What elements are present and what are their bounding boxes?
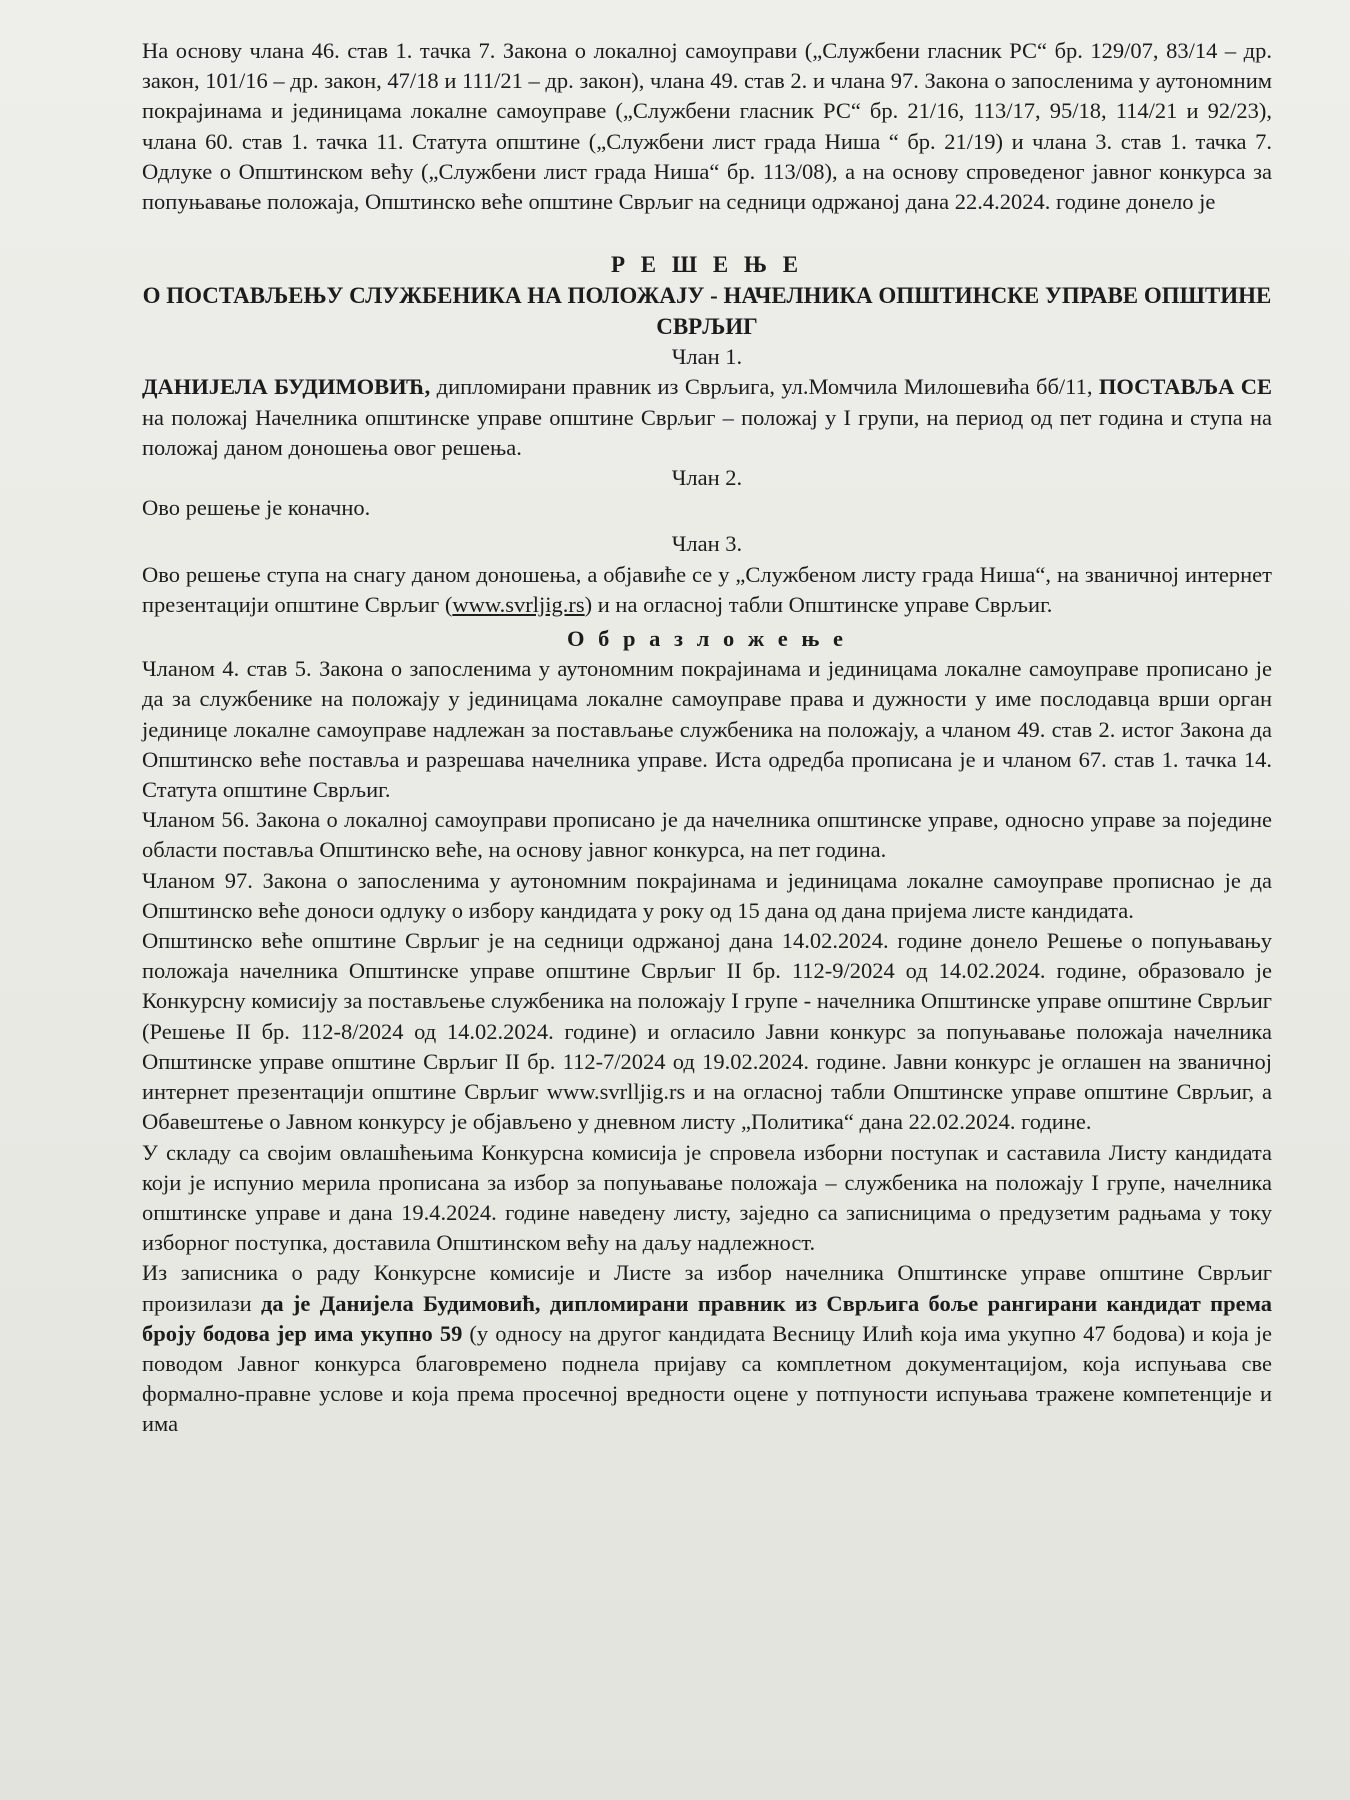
article-1-heading: Члан 1. <box>671 344 743 370</box>
decision-title-line1: Р Е Ш Е Њ Е <box>610 252 804 278</box>
reasoning-heading: О б р а з л о ж е њ е <box>567 626 847 652</box>
article-2-heading: Члан 2. <box>671 465 743 491</box>
reasoning-paragraph-2: Чланом 56. Закона о локалној самоуправи прописано је да начелника општинске управе, односно управе за поједине области поставља Општинско веће, на основу јавног конкурса, на пет година. <box>142 807 1272 863</box>
article-1-text-b: на положај Начелника општинске управе општине Сврљиг – положај у I групи, на период од пет година и ступа на положај даном доношења овог решења. <box>142 404 1272 460</box>
website-link[interactable]: www.svrljig.rs <box>452 591 585 617</box>
article-3-text <box>142 560 1272 620</box>
reasoning-p6-b: (у односу на другог кандидата Весницу Илић која има укупно 47 бодова) и која је поводом Јавног конкурса благовремено поднела пријаву са комплетном документацијом, која испуњава све формално-правне услове и која према просечној вредности оцене у потпуности испуњава тражене компетенције и има <box>142 1320 1272 1437</box>
article-3-text-a: Ово решење ступа на снагу даном доношења, а објавиће се у „Службеном листу града Ниша“, на званичној интернет презентацији општине Сврљиг ( <box>142 561 1272 617</box>
article-2-text: Ово решење је коначно. <box>142 495 371 521</box>
reasoning-paragraph-4: Општинско веће општине Сврљиг је на седници одржаној дана 14.02.2024. године донело Решење о попуњавању положаја начелника Општинске управе општине Сврљиг II бр. 112-9/2024 од 14.02.2024. године, образовало је Конкурсну комисију за постављење службеника на положају I групе - начелника Општинске управе општине Сврљиг (Решење II бр. 112-8/2024 од 14.02.2024. године) и огласило Јавни конкурс за попуњавање положаја начелника Општинске управе општине Сврљиг II бр. 112-7/2024 од 19.02.2024. године. Јавни конкурс је оглашен на званичној интернет презентацији општине Сврљиг www.svrlljig.rs и на огласној табли Општинске управе општине Сврљиг, а Обавештење о Јавном конкурсу је објављено у дневном листу „Политика“ дана 22.02.2024. године. <box>142 928 1272 1135</box>
appointed-label: ПОСТАВЉА СЕ <box>1098 374 1272 400</box>
reasoning-p6-bold: да је Данијела Будимовић, дипломирани правник из Сврљига боље рангирани кандидат према броју бодова јер има укупно 59 <box>142 1290 1273 1346</box>
reasoning-paragraph-6 <box>142 1258 1272 1439</box>
reasoning-p6-a: Из записника о раду Конкурсне комисије и Листе за избор начелника Општинске управе општине Сврљиг произилази <box>142 1260 1272 1316</box>
reasoning-paragraph-5: У складу са својим овлашћењима Конкурсна комисија је спровела изборни поступак и саставила Листу кандидата који је испунио мерила прописана за избор за попуњавање положаја – службеника на положају I групе, начелника општинске управе и дана 19.4.2024. године наведену листу, заједно са записницима о предузетим радњама у току изборног поступка, доставила Општинском већу на даљу надлежност. <box>142 1139 1272 1256</box>
article-1-text-a: дипломирани правник из Сврљига, ул.Момчила Милошевића бб/11, <box>430 374 1099 400</box>
article-1-text <box>142 372 1272 463</box>
article-3-text-b: ) и на огласној табли Општинске управе Сврљиг. <box>584 591 1053 617</box>
article-3-heading: Члан 3. <box>671 531 743 557</box>
appointee-name: ДАНИЈЕЛА БУДИМОВИЋ, <box>142 374 431 400</box>
decision-title-line2: О ПОСТАВЉЕЊУ СЛУЖБЕНИКА НА ПОЛОЖАЈУ - НАЧЕЛНИКА ОПШТИНСКЕ УПРАВЕ ОПШТИНЕ СВРЉИГ <box>142 283 1272 340</box>
intro-paragraph: На основу члана 46. став 1. тачка 7. Закона о локалној самоуправи („Службени гласник РС“ бр. 129/07, 83/14 – др. закон, 101/16 – др. закон, 47/18 и 111/21 – др. закон), члана 49. став 2. и члана 97. Закона о запосленима у аутономним покрајинама и јединицама локалне самоуправе („Службени гласник РС“ бр. 21/16, 113/17, 95/18, 114/21 и 92/23), члана 60. став 1. тачка 11. Статута општине („Службени лист града Ниша “ бр. 21/19) и члана 3. став 1. тачка 7. Одлуке о Општинском већу („Службени лист града Ниша“ бр. 113/08), а на основу спроведеног јавног конкурса за попуњавање положаја, Општинско веће општине Сврљиг на седници одржаној дана 22.4.2024. године донело је <box>142 38 1272 215</box>
reasoning-paragraph-1: Чланом 4. став 5. Закона о запосленима у аутономним покрајинама и јединицама локалне самоуправе прописано је да за службенике на положају у јединицама локалне самоуправе права и дужности у име послодавца врши орган јединице локалне самоуправе надлежан за постављање службеника на положају, а чланом 49. став 2. истог Закона да Општинско веће поставља и разрешава начелника управе. Иста одредба прописана је и чланом 67. став 1. тачка 14. Статута општине Сврљиг. <box>142 656 1272 803</box>
reasoning-paragraph-3: Чланом 97. Закона о запосленима у аутономним покрајинама и јединицама локалне самоуправе прописнао је да Општинско веће доноси одлуку о избору кандидата у року од 15 дана од дана пријема листе кандидата. <box>142 867 1272 923</box>
decision-title <box>142 249 1272 342</box>
document-page <box>142 36 1272 1440</box>
